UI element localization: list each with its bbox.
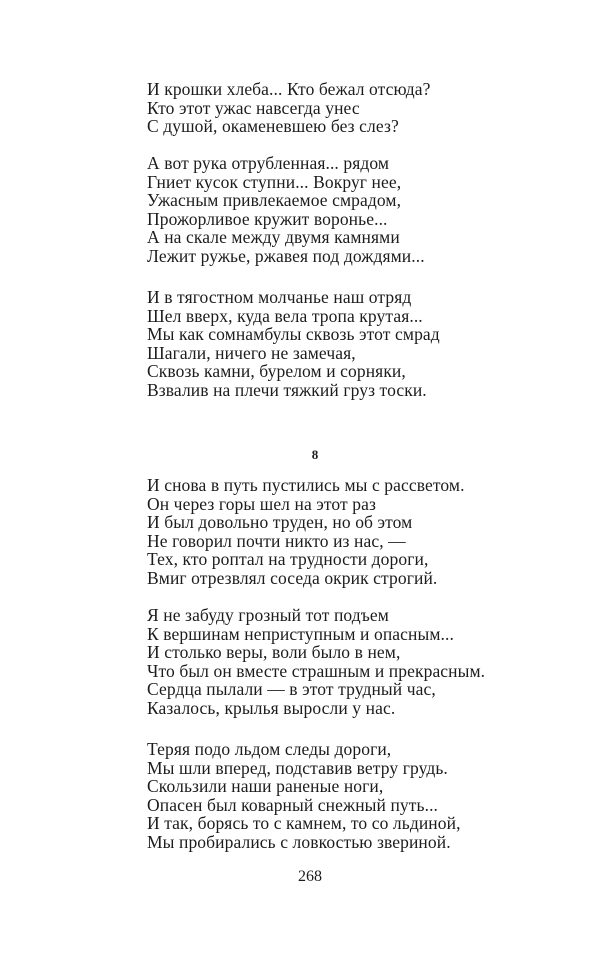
poem-line: Мы как сомнамбулы сквозь этот смрад — [147, 324, 440, 344]
poem-line: Ужасным привлекаемое смрадом, — [147, 190, 402, 210]
poem-line: Сердца пылали — в этот трудный час, — [147, 679, 436, 699]
poem-line: Гниет кусок ступни... Вокруг нее, — [147, 171, 402, 192]
poem-line: Казалось, крылья выросли у нас. — [147, 697, 396, 718]
poem-line: И так, борясь то с камнем, то со льдиной, — [147, 813, 461, 833]
poem-line: Шел вверх, куда вела тропа крутая... — [147, 305, 423, 326]
poem-line: Теряя подо льдом следы дороги, — [147, 739, 392, 759]
page-number: 268 — [298, 868, 322, 885]
poem-line: Тех, кто роптал на трудности дороги, — [147, 549, 429, 569]
poem-line: И в тягостном молчанье наш отряд — [147, 287, 412, 307]
poem-line: А на скале между двумя камнями — [147, 227, 400, 247]
poem-line: И снова в путь пустились мы с рассветом. — [147, 475, 465, 495]
poem-line: И был довольно труден, но об этом — [147, 512, 413, 532]
poem-line: Он через горы шел на этот раз — [147, 493, 376, 514]
poem-line: Кто этот ужас навсегда унес — [147, 97, 360, 118]
poem-line: Шагали, ничего не замечая, — [147, 342, 356, 363]
poem-line: Скользили наши раненые ноги, — [147, 776, 384, 796]
poem-line: Что был он вместе страшным и прекрасным. — [147, 660, 486, 681]
poem-line: Лежит ружье, ржавея под дождями... — [147, 245, 425, 266]
poem-line: Сквозь камни, бурелом и сорняки, — [147, 361, 406, 381]
poem-line: Я не забуду грозный тот подъем — [147, 605, 389, 625]
stanza-4 — [147, 476, 547, 587]
poem-line: Взвалив на плечи тяжкий груз тоски. — [147, 379, 427, 400]
poem-line: Вмиг отрезвлял соседа окрик строгий. — [147, 567, 438, 588]
poem-line: Опасен был коварный снежный путь... — [147, 794, 439, 815]
poem-line: К вершинам неприступным и опасным... — [147, 623, 454, 644]
stanza-3 — [147, 288, 547, 399]
poem-line: И крошки хлеба... Кто бежал отсюда? — [147, 79, 431, 99]
stanza-6 — [147, 740, 547, 851]
stanza-2 — [147, 154, 547, 265]
poem-line: С душой, окаменевшею без слез? — [147, 116, 399, 136]
poem-line: И столько веры, воли было в нем, — [147, 642, 401, 662]
section-number: 8 — [311, 447, 319, 462]
poem-line: Мы шли вперед, подставив ветру грудь. — [147, 757, 448, 778]
poem-line: Мы пробирались с ловкостью звериной. — [147, 831, 451, 852]
poem-line: А вот рука отрубленная... рядом — [147, 153, 390, 173]
poem-line: Не говорил почти никто из нас, — — [147, 530, 406, 551]
stanza-5 — [147, 606, 547, 717]
poem-line: Прожорливое кружит воронье... — [147, 208, 388, 229]
stanza-1 — [147, 80, 547, 136]
